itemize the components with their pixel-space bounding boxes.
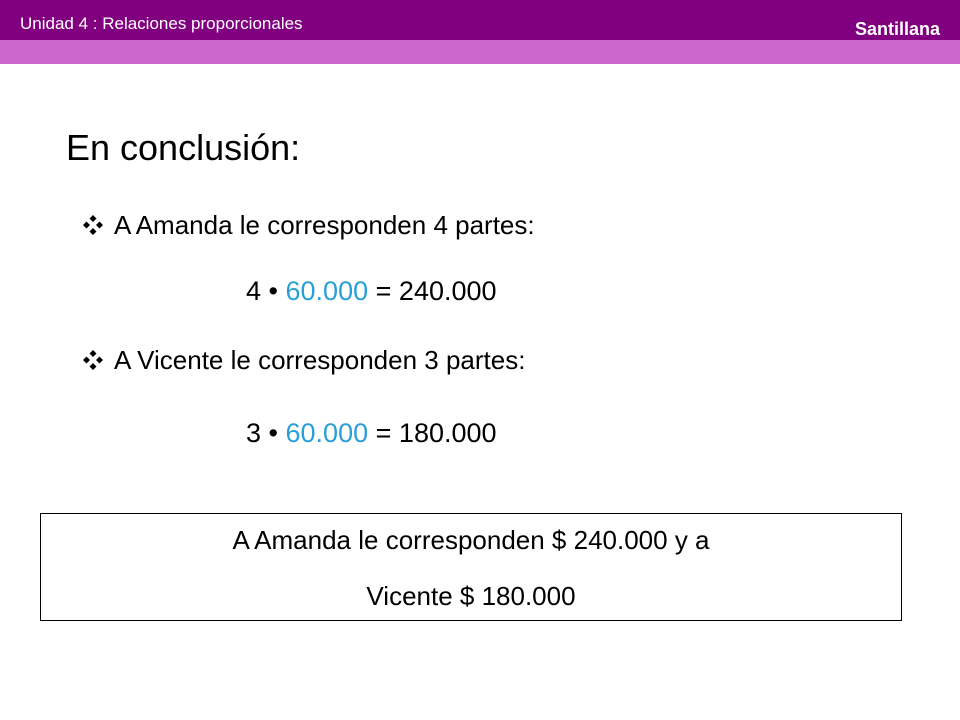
calc-operator: • — [268, 276, 278, 306]
conclusion-box — [40, 513, 902, 621]
calculation-amanda — [246, 278, 497, 305]
slide-title: En conclusión: — [66, 127, 301, 168]
calc-multiplier: 4 — [246, 276, 262, 306]
four-diamond-bullet-icon — [82, 214, 104, 236]
brand-name: Santillana — [854, 19, 940, 39]
conclusion-line-1: A Amanda le corresponden $ 240.000 y a — [232, 525, 710, 555]
conclusion-line-2: Vicente $ 180.000 — [366, 581, 576, 611]
bullet-text: A Amanda le corresponden 4 partes: — [114, 210, 535, 240]
calculation-vicente — [246, 420, 497, 447]
bullet-amanda — [82, 212, 535, 238]
header-sub-bar — [0, 40, 960, 64]
calc-operator: • — [268, 418, 278, 448]
bullet-text: A Vicente le corresponden 3 partes: — [114, 345, 526, 375]
calc-equals: = — [375, 276, 392, 306]
calc-value: 60.000 — [285, 276, 369, 306]
four-diamond-bullet-icon — [82, 349, 104, 371]
calc-multiplier: 3 — [246, 418, 262, 448]
unit-title: Unidad 4 : Relaciones proporcionales — [20, 14, 303, 33]
calc-equals: = — [375, 418, 392, 448]
calc-value: 60.000 — [285, 418, 369, 448]
bullet-vicente — [82, 347, 525, 373]
calc-result: 180.000 — [398, 418, 497, 448]
calc-result: 240.000 — [398, 276, 497, 306]
